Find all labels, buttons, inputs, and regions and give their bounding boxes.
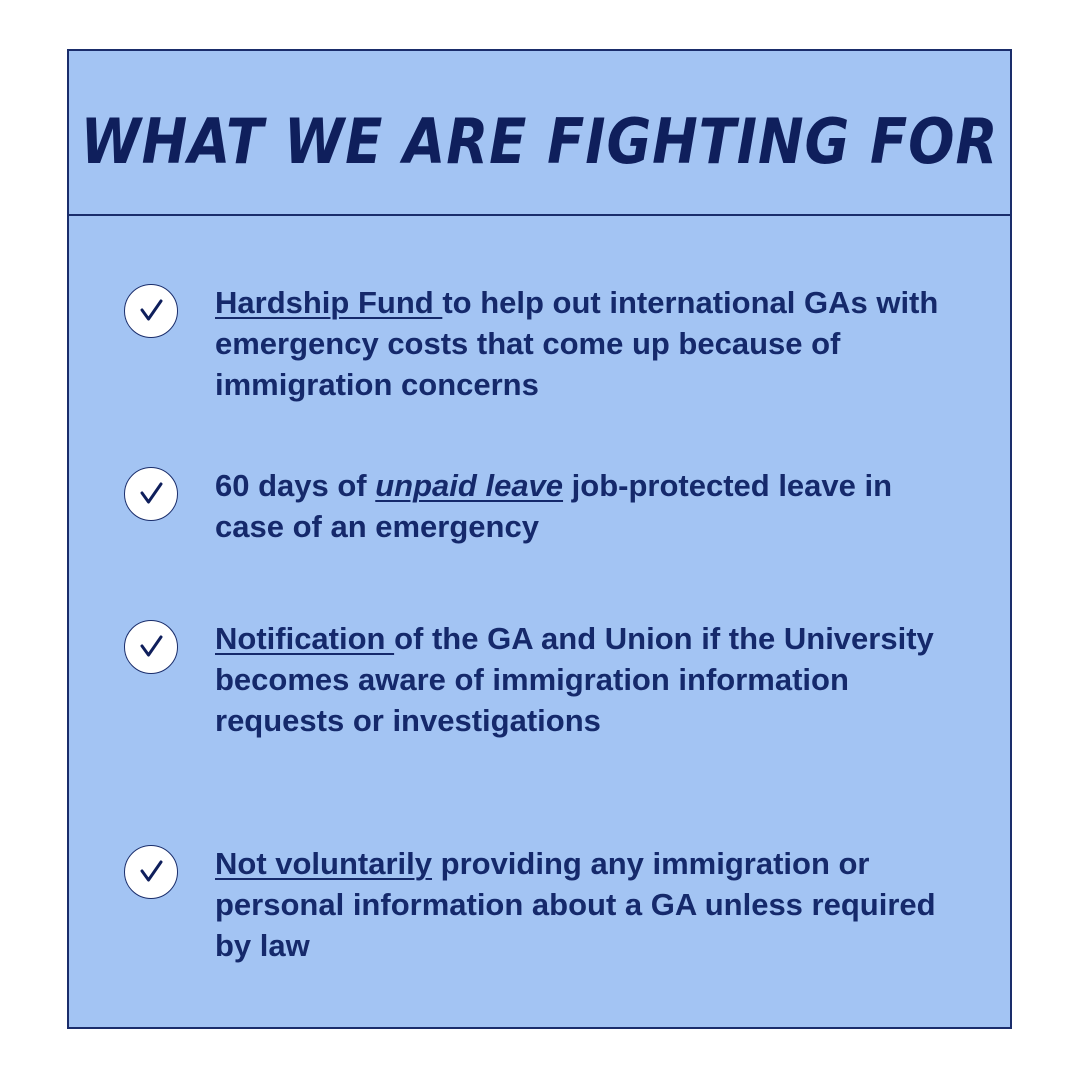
emphasis-text: Notification: [215, 621, 395, 656]
list-item-text: [215, 465, 945, 547]
check-icon: [124, 620, 178, 674]
body-text: job-protected leave in case of an emergency: [215, 468, 893, 544]
body-text: providing any immigration or personal information about a GA unless required by law: [215, 846, 936, 963]
check-icon: [124, 284, 178, 338]
demands-card: [67, 49, 1012, 1029]
emphasis-text: unpaid leave: [375, 468, 564, 503]
body-text: of the GA and Union if the University becomes aware of immigration information requests or investigations: [215, 621, 934, 738]
header: [69, 51, 1010, 216]
list-item-text: [215, 282, 945, 405]
emphasis-text: Not voluntarily: [215, 846, 433, 881]
check-icon: [124, 467, 178, 521]
page-title: WHAT WE ARE FIGHTING FOR: [80, 105, 999, 178]
emphasis-text: Hardship Fund: [215, 285, 443, 320]
prefix-text: 60 days of: [215, 468, 376, 503]
list-item-text: [215, 618, 945, 741]
check-icon: [124, 845, 178, 899]
list-item-text: [215, 843, 945, 966]
body-text: to help out international GAs with emergency costs that come up because of immigration concerns: [215, 285, 939, 402]
